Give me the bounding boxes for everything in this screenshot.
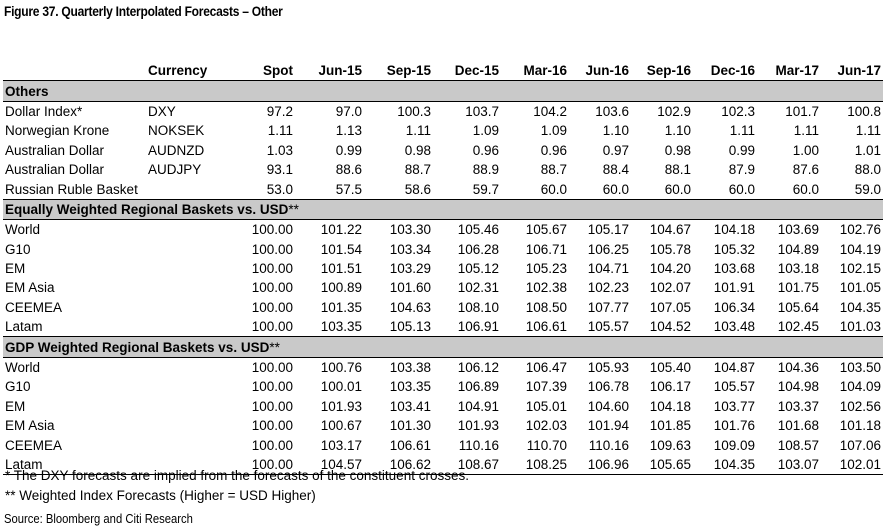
value-cell: 101.91 [713, 280, 755, 296]
row-currency: DXY [148, 103, 176, 119]
value-cell: 102.76 [839, 222, 881, 238]
value-cell: 105.57 [713, 379, 755, 395]
value-cell: 101.7 [785, 103, 819, 119]
value-cell: 100.00 [251, 379, 293, 395]
value-cell: 104.67 [649, 222, 691, 238]
value-cell: 106.89 [457, 379, 499, 395]
value-cell: 102.01 [821, 455, 883, 475]
value-cell: 101.76 [713, 418, 755, 434]
value-cell: 101.30 [389, 418, 431, 434]
value-cell: 102.56 [839, 398, 881, 414]
header-jun-15: Jun-15 [295, 60, 364, 81]
value-cell: 106.28 [457, 241, 499, 257]
footnote-weighted-index: ** Weighted Index Forecasts (Higher = USD Higher) [5, 487, 316, 503]
value-cell: 0.99 [335, 142, 362, 158]
value-cell: 109.63 [649, 437, 691, 453]
value-cell: 105.67 [525, 222, 567, 238]
value-cell: 100.8 [847, 103, 881, 119]
row-currency [146, 259, 230, 278]
value-cell: 101.75 [777, 280, 819, 296]
value-cell: 106.71 [525, 241, 567, 257]
value-cell: 1.10 [664, 123, 691, 139]
value-cell: 100.00 [251, 418, 293, 434]
section-footnote-mark: ** [269, 339, 280, 355]
value-cell: 103.41 [389, 398, 431, 414]
value-cell: 102.15 [839, 261, 881, 277]
value-cell: 100.01 [320, 379, 362, 395]
value-cell: 100.00 [251, 319, 293, 335]
value-cell: 101.05 [839, 280, 881, 296]
value-cell: 103.68 [713, 261, 755, 277]
value-cell: 103.07 [757, 455, 821, 475]
table-row [3, 377, 883, 396]
value-cell: 108.25 [501, 455, 569, 475]
value-cell: 104.57 [295, 455, 364, 475]
value-cell: 59.0 [854, 181, 881, 197]
header-mar-17: Mar-17 [757, 60, 821, 81]
section-footnote-mark: ** [288, 201, 299, 217]
value-cell: 108.10 [457, 299, 499, 315]
header-currency: Currency [146, 60, 230, 81]
row-currency [146, 179, 230, 199]
value-cell: 101.35 [320, 299, 362, 315]
value-cell: 105.93 [587, 360, 629, 376]
value-cell: 101.22 [320, 222, 362, 238]
row-label: EM Asia [5, 418, 55, 434]
value-cell: 88.6 [335, 162, 362, 178]
value-cell: 88.7 [540, 162, 567, 178]
value-cell: 1.01 [854, 142, 881, 158]
value-cell: 97.0 [335, 103, 362, 119]
value-cell: 104.19 [839, 241, 881, 257]
table-row [3, 397, 883, 416]
value-cell: 104.20 [649, 261, 691, 277]
value-cell: 102.3 [721, 103, 755, 119]
value-cell: 100.00 [251, 280, 293, 296]
value-cell: 108.50 [525, 299, 567, 315]
value-cell: 102.07 [649, 280, 691, 296]
value-cell: 102.23 [587, 280, 629, 296]
value-cell: 103.35 [389, 379, 431, 395]
value-cell: 105.01 [525, 398, 567, 414]
row-currency [146, 298, 230, 317]
value-cell: 104.18 [649, 398, 691, 414]
value-cell: 106.96 [569, 455, 631, 475]
table-row [3, 179, 883, 199]
value-cell: 110.16 [458, 437, 499, 453]
value-cell: 103.29 [389, 261, 431, 277]
value-cell: 107.06 [839, 437, 881, 453]
value-cell: 105.13 [389, 319, 431, 335]
value-cell: 105.46 [457, 222, 499, 238]
value-cell: 100.3 [397, 103, 431, 119]
row-currency: NOKSEK [148, 123, 205, 139]
value-cell: 104.2 [533, 103, 567, 119]
value-cell: 102.45 [777, 319, 819, 335]
value-cell: 107.77 [587, 299, 629, 315]
table-row [3, 278, 883, 297]
value-cell: 103.48 [713, 319, 755, 335]
value-cell: 103.38 [389, 360, 431, 376]
header-jun-16: Jun-16 [569, 60, 631, 81]
value-cell: 106.91 [457, 319, 499, 335]
value-cell: 104.35 [693, 455, 757, 475]
value-cell: 107.05 [649, 299, 691, 315]
row-label: Latam [5, 319, 43, 335]
value-cell: 1.11 [405, 123, 431, 139]
value-cell: 60.0 [664, 181, 691, 197]
value-cell: 105.64 [777, 299, 819, 315]
row-currency [146, 240, 230, 259]
value-cell: 105.32 [713, 241, 755, 257]
row-label: Australian Dollar [5, 142, 105, 158]
value-cell: 87.6 [792, 162, 819, 178]
value-cell: 105.57 [587, 319, 629, 335]
value-cell: 108.67 [433, 455, 501, 475]
footnotes [5, 466, 469, 505]
table-row [3, 121, 883, 140]
value-cell: 104.91 [457, 398, 499, 414]
row-currency [146, 317, 230, 337]
value-cell: 100.76 [320, 360, 362, 376]
value-cell: 105.40 [649, 360, 691, 376]
value-cell: 103.37 [777, 398, 819, 414]
value-cell: 60.0 [792, 181, 819, 197]
row-label: CEEMEA [5, 437, 63, 453]
value-cell: 88.9 [472, 162, 499, 178]
section-title [3, 81, 883, 101]
row-label: World [5, 360, 41, 376]
forecast-table [3, 60, 883, 475]
section-name: Others [5, 83, 49, 99]
value-cell: 102.38 [525, 280, 567, 296]
row-label: EM [5, 398, 26, 414]
value-cell: 105.78 [649, 241, 691, 257]
value-cell: 1.00 [792, 142, 819, 158]
row-label: G10 [5, 241, 31, 257]
value-cell: 101.93 [320, 398, 362, 414]
section-name: Equally Weighted Regional Baskets vs. USD [5, 201, 289, 217]
value-cell: 106.47 [525, 360, 567, 376]
row-label: G10 [5, 379, 31, 395]
value-cell: 100.00 [251, 360, 293, 376]
table-row [3, 435, 883, 454]
value-cell: 100.00 [251, 437, 293, 453]
value-cell: 1.09 [540, 123, 567, 139]
header-label-blank [3, 60, 146, 81]
row-label: CEEMEA [5, 299, 63, 315]
value-cell: 103.30 [389, 222, 431, 238]
row-currency [146, 416, 230, 435]
row-currency [146, 357, 230, 377]
value-cell: 88.4 [602, 162, 629, 178]
value-cell: 87.9 [728, 162, 755, 178]
value-cell: 110.70 [526, 437, 567, 453]
value-cell: 106.78 [587, 379, 629, 395]
value-cell: 53.0 [266, 181, 293, 197]
value-cell: 107.39 [525, 379, 567, 395]
row-label: EM [5, 261, 26, 277]
table-row [3, 240, 883, 259]
value-cell: 97.2 [266, 103, 293, 119]
section-title [3, 337, 883, 357]
value-cell: 101.85 [649, 418, 691, 434]
header-dec-16: Dec-16 [693, 60, 757, 81]
source-note: Source: Bloomberg and Citi Research [4, 512, 193, 526]
value-cell: 0.96 [472, 142, 499, 158]
table-row [3, 298, 883, 317]
value-cell: 105.23 [525, 261, 567, 277]
value-cell: 103.69 [777, 222, 819, 238]
value-cell: 93.1 [266, 162, 293, 178]
value-cell: 1.13 [335, 123, 362, 139]
value-cell: 106.61 [389, 437, 431, 453]
table-row [3, 220, 883, 240]
value-cell: 104.36 [777, 360, 819, 376]
row-label: Australian Dollar [5, 162, 105, 178]
section-header-row [3, 81, 883, 101]
footnote-dxy: * The DXY forecasts are implied from the forecasts of the constituent crosses. [5, 468, 469, 483]
row-currency: AUDJPY [148, 162, 202, 178]
value-cell: 105.12 [457, 261, 499, 277]
value-cell: 108.57 [777, 437, 819, 453]
value-cell: 101.93 [457, 418, 499, 434]
value-cell: 100.00 [251, 398, 293, 414]
section-header-row [3, 199, 883, 219]
row-currency: AUDNZD [148, 142, 205, 158]
header-sep-15: Sep-15 [364, 60, 433, 81]
value-cell: 103.6 [595, 103, 629, 119]
value-cell: 104.89 [777, 241, 819, 257]
value-cell: 101.18 [839, 418, 881, 434]
value-cell: 1.10 [602, 123, 629, 139]
row-label: World [5, 222, 41, 238]
table-row [3, 317, 883, 337]
table-body [3, 81, 883, 475]
value-cell: 104.18 [713, 222, 755, 238]
value-cell: 57.5 [335, 181, 362, 197]
table-row [3, 160, 883, 179]
value-cell: 100.00 [251, 299, 293, 315]
value-cell: 104.71 [587, 261, 629, 277]
header-dec-15: Dec-15 [433, 60, 501, 81]
section-header-row [3, 337, 883, 357]
value-cell: 103.17 [320, 437, 362, 453]
value-cell: 0.97 [602, 142, 629, 158]
value-cell: 100.00 [251, 222, 293, 238]
section-title [3, 199, 883, 219]
row-label: Norwegian Krone [5, 123, 110, 139]
figure-title: Figure 37. Quarterly Interpolated Forecasts – Other [4, 3, 283, 19]
value-cell: 103.7 [465, 103, 499, 119]
table-row [3, 141, 883, 160]
value-cell: 1.11 [855, 123, 881, 139]
value-cell: 60.0 [540, 181, 567, 197]
value-cell: 103.50 [839, 360, 881, 376]
value-cell: 100.00 [251, 261, 293, 277]
value-cell: 0.98 [404, 142, 431, 158]
value-cell: 106.62 [364, 455, 433, 475]
section-name: GDP Weighted Regional Baskets vs. USD [5, 339, 270, 355]
value-cell: 60.0 [602, 181, 629, 197]
value-cell: 106.34 [713, 299, 755, 315]
table-row [3, 101, 883, 121]
value-cell: 100.00 [230, 455, 295, 475]
header-sep-16: Sep-16 [631, 60, 693, 81]
value-cell: 104.09 [839, 379, 881, 395]
value-cell: 101.51 [320, 261, 362, 277]
value-cell: 104.98 [777, 379, 819, 395]
value-cell: 110.16 [588, 437, 629, 453]
row-label: EM Asia [5, 280, 55, 296]
value-cell: 103.35 [320, 319, 362, 335]
value-cell: 0.98 [664, 142, 691, 158]
value-cell: 58.6 [404, 181, 431, 197]
row-label: Latam [3, 455, 146, 475]
value-cell: 106.25 [587, 241, 629, 257]
value-cell: 104.87 [713, 360, 755, 376]
value-cell: 101.68 [777, 418, 819, 434]
value-cell: 88.1 [664, 162, 691, 178]
value-cell: 104.60 [587, 398, 629, 414]
value-cell: 101.54 [320, 241, 362, 257]
value-cell: 0.99 [728, 142, 755, 158]
table-row [3, 357, 883, 377]
value-cell: 104.52 [649, 319, 691, 335]
value-cell: 1.11 [793, 123, 819, 139]
value-cell: 105.65 [631, 455, 693, 475]
value-cell: 102.9 [657, 103, 691, 119]
row-currency [146, 278, 230, 297]
value-cell: 104.63 [389, 299, 431, 315]
value-cell: 100.89 [320, 280, 362, 296]
value-cell: 1.11 [729, 123, 755, 139]
value-cell: 109.09 [713, 437, 755, 453]
value-cell: 103.77 [713, 398, 755, 414]
value-cell: 1.09 [472, 123, 499, 139]
header-mar-16: Mar-16 [501, 60, 569, 81]
value-cell: 1.11 [267, 123, 293, 139]
value-cell: 106.12 [457, 360, 499, 376]
value-cell: 101.94 [587, 418, 629, 434]
row-currency [146, 397, 230, 416]
value-cell: 102.03 [525, 418, 567, 434]
value-cell: 100.67 [320, 418, 362, 434]
value-cell: 103.34 [389, 241, 431, 257]
value-cell: 106.61 [525, 319, 567, 335]
value-cell: 104.35 [839, 299, 881, 315]
header-row [3, 60, 883, 81]
header-jun-17: Jun-17 [821, 60, 883, 81]
value-cell: 101.03 [839, 319, 881, 335]
value-cell: 0.96 [540, 142, 567, 158]
value-cell: 105.17 [587, 222, 629, 238]
value-cell: 103.18 [777, 261, 819, 277]
value-cell: 101.60 [389, 280, 431, 296]
row-currency [146, 377, 230, 396]
row-currency [146, 435, 230, 454]
row-label: Dollar Index* [5, 103, 83, 119]
value-cell: 106.17 [649, 379, 691, 395]
row-currency [146, 220, 230, 240]
value-cell: 60.0 [728, 181, 755, 197]
value-cell: 100.00 [251, 241, 293, 257]
value-cell: 88.7 [404, 162, 431, 178]
header-spot: Spot [230, 60, 295, 81]
value-cell: 88.0 [854, 162, 881, 178]
row-label: Russian Ruble Basket [5, 181, 138, 197]
table-row [3, 416, 883, 435]
value-cell: 59.7 [472, 181, 499, 197]
value-cell: 102.31 [457, 280, 499, 296]
table-row [3, 259, 883, 278]
value-cell: 1.03 [266, 142, 293, 158]
